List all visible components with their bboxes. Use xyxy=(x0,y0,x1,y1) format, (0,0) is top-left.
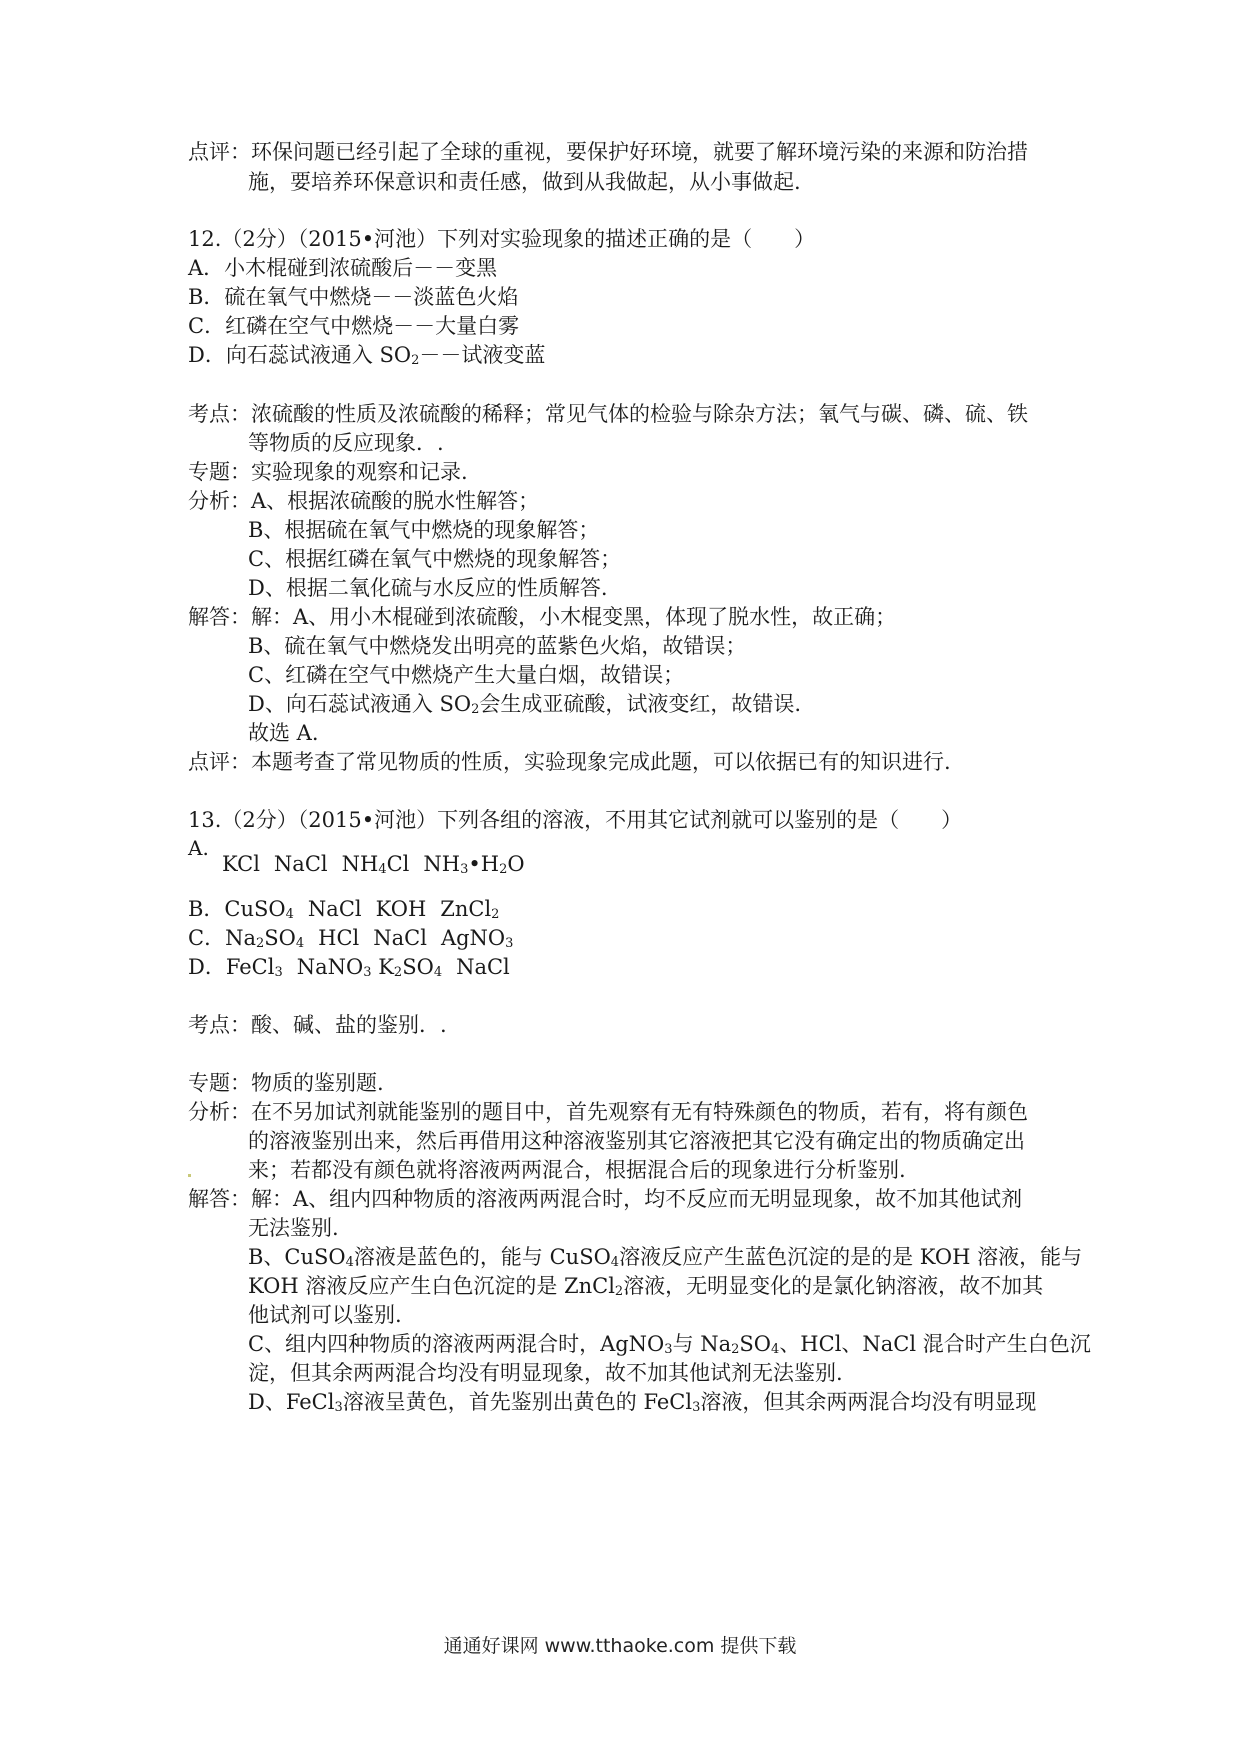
jieda-text: SO xyxy=(739,1332,772,1356)
subscript: 4 xyxy=(345,1255,354,1270)
q13-jieda-line-6 xyxy=(248,1334,1091,1355)
q13-zhuanti xyxy=(188,1073,384,1094)
q13-jieda-line-1 xyxy=(188,1189,1022,1210)
subscript: 2 xyxy=(731,1342,740,1357)
jieda-text: 溶液是蓝色的，能与 CuSO xyxy=(353,1245,611,1269)
q12-option-d-text-end: －－试液变蓝 xyxy=(419,343,546,367)
q12-option-c: C．红磷在空气中燃烧－－大量白雾 xyxy=(188,314,520,338)
jieda-text: 溶液，但其余两两混合均没有明显现 xyxy=(700,1390,1037,1414)
q13-fenxi-line-2: 的溶液鉴别出来，然后再借用这种溶液鉴别其它溶液把其它没有确定出的物质确定出 xyxy=(248,1129,1025,1153)
jieda-text: 会生成亚硫酸，试液变红，故错误. xyxy=(479,692,802,716)
jieda-label: 解答： xyxy=(188,605,251,629)
fenxi-label: 分析： xyxy=(188,1100,251,1124)
fenxi-text: A、根据浓硫酸的脱水性解答； xyxy=(251,489,540,513)
subscript: 3 xyxy=(664,1342,673,1357)
q13-option-a: KCl NaCl $NH_4Cl$ $NH_3•H_2O$ xyxy=(222,852,525,877)
comment-line-2: 施，要培养环保意识和责任感，做到从我做起，从小事做起. xyxy=(248,170,801,194)
comment-line-1 xyxy=(188,142,1028,163)
kaodian-label: 考点： xyxy=(188,1013,251,1037)
zhuanti-label: 专题： xyxy=(188,460,251,484)
zhuanti-text: 物质的鉴别题. xyxy=(251,1071,384,1095)
fenxi-text: 在不另加试剂就能鉴别的题目中，首先观察有无有特殊颜色的物质，若有，将有颜色 xyxy=(251,1100,1028,1124)
kaodian-text: 浓硫酸的性质及浓硫酸的稀释；常见气体的检验与除杂方法；氧气与碳、磷、硫、铁 xyxy=(251,402,1028,426)
comment-label: 点评： xyxy=(188,140,251,164)
q13-jieda-line-4 xyxy=(248,1276,1043,1297)
q12-zhuanti xyxy=(188,462,468,483)
subscript: 4 xyxy=(771,1342,780,1357)
q12-option-d xyxy=(188,345,545,366)
q12-jieda-line-2: B、硫在氧气中燃烧发出明亮的蓝紫色火焰，故错误； xyxy=(248,634,747,658)
jieda-text: 解：A、组内四种物质的溶液两两混合时，均不反应而无明显现象，故不加其他试剂 xyxy=(251,1187,1023,1211)
q12-option-a: A．小木棍碰到浓硫酸后－－变黑 xyxy=(188,256,498,280)
jieda-text: C、组内四种物质的溶液两两混合时，AgNO xyxy=(248,1332,665,1356)
zhuanti-text: 实验现象的观察和记录. xyxy=(251,460,468,484)
q12-fenxi-line-3: C、根据红磷在氧气中燃烧的现象解答； xyxy=(248,547,622,571)
q12-jieda-line-3: C、红磷在空气中燃烧产生大量白烟，故错误； xyxy=(248,663,685,687)
q13-jieda-line-2: 无法鉴别. xyxy=(248,1216,339,1240)
jieda-text: B、CuSO xyxy=(248,1245,346,1269)
q12-title: 12.（2分）（2015•河池）下列对实验现象的描述正确的是（ ） xyxy=(188,227,816,251)
q13-jieda-line-8 xyxy=(248,1392,1036,1413)
jieda-text: 与 Na xyxy=(672,1332,732,1356)
kaodian-text: 酸、碱、盐的鉴别．. xyxy=(251,1013,447,1037)
subscript: 3 xyxy=(334,1400,343,1415)
q12-kaodian-line-2: 等物质的反应现象．. xyxy=(248,431,444,455)
fenxi-label: 分析： xyxy=(188,489,251,513)
jieda-text: 溶液呈黄色，首先鉴别出黄色的 FeCl xyxy=(342,1390,693,1414)
page-footer: 通通好课网 www.tthaoke.com 提供下载 xyxy=(443,1635,797,1657)
jieda-label: 解答： xyxy=(188,1187,251,1211)
q12-fenxi-line-4: D、根据二氧化硫与水反应的性质解答. xyxy=(248,576,608,600)
dianping-text: 本题考查了常见物质的性质，实验现象完成此题，可以依据已有的知识进行. xyxy=(251,750,951,774)
q12-fenxi-line-2: B、根据硫在氧气中燃烧的现象解答； xyxy=(248,518,600,542)
jieda-text: D、FeCl xyxy=(248,1390,335,1414)
jieda-text: 溶液，无明显变化的是氯化钠溶液，故不加其 xyxy=(623,1274,1044,1298)
q12-jieda-line-1 xyxy=(188,607,896,628)
jieda-text: KOH 溶液反应产生白色沉淀的是 ZnCl xyxy=(248,1274,615,1298)
q12-option-d-text: D．向石蕊试液通入 SO xyxy=(188,343,412,367)
q12-dianping xyxy=(188,752,951,773)
comment-text-1: 环保问题已经引起了全球的重视，要保护好环境，就要了解环境污染的来源和防治措 xyxy=(251,140,1028,164)
dianping-label: 点评： xyxy=(188,750,251,774)
subscript: 2 xyxy=(471,702,480,717)
q12-jieda-line-5: 故选 A. xyxy=(248,721,319,745)
q12-fenxi-line-1 xyxy=(188,491,539,512)
kaodian-label: 考点： xyxy=(188,402,251,426)
q13-jieda-line-5: 他试剂可以鉴别. xyxy=(248,1303,402,1327)
q12-kaodian-line-1 xyxy=(188,404,1028,425)
q13-fenxi-line-3: 来；若都没有颜色就将溶液两两混合，根据混合后的现象进行分析鉴别. xyxy=(248,1158,906,1182)
subscript: 2 xyxy=(411,353,420,368)
jieda-text: 解：A、用小木棍碰到浓硫酸，小木棍变黑，体现了脱水性，故正确； xyxy=(251,605,897,629)
subscript: 4 xyxy=(610,1255,620,1270)
q12-jieda-line-4 xyxy=(248,694,801,715)
subscript: 3 xyxy=(692,1400,701,1415)
q13-kaodian xyxy=(188,1015,447,1036)
scan-speck xyxy=(188,1174,191,1177)
q13-title: 13.（2分）（2015•河池）下列各组的溶液，不用其它试剂就可以鉴别的是（ ） xyxy=(188,808,963,832)
q13-option-c: C．$Na_2SO_4$ HCl NaCl AgNO$_3$ xyxy=(188,926,514,951)
q13-option-a-letter: A. xyxy=(188,836,209,860)
q12-option-b: B．硫在氧气中燃烧－－淡蓝色火焰 xyxy=(188,285,519,309)
jieda-text: 溶液反应产生蓝色沉淀的是的是 KOH 溶液，能与 xyxy=(619,1245,1083,1269)
q13-jieda-line-3 xyxy=(248,1247,1082,1268)
q13-jieda-line-7: 淀，但其余两两混合均没有明显现象，故不加其他试剂无法鉴别. xyxy=(248,1361,843,1385)
jieda-text: D、向石蕊试液通入 SO xyxy=(248,692,472,716)
subscript: 2 xyxy=(614,1284,624,1299)
q13-option-d: D．FeCl$_3$ NaNO$_3$ $K_2SO_4$ NaCl xyxy=(188,955,510,980)
q13-option-b: B．CuSO$_4$ NaCl KOH ZnCl$_2$ xyxy=(188,897,500,922)
q13-fenxi-line-1 xyxy=(188,1102,1028,1123)
zhuanti-label: 专题： xyxy=(188,1071,251,1095)
jieda-text: 、HCl、NaCl 混合时产生白色沉 xyxy=(779,1332,1091,1356)
